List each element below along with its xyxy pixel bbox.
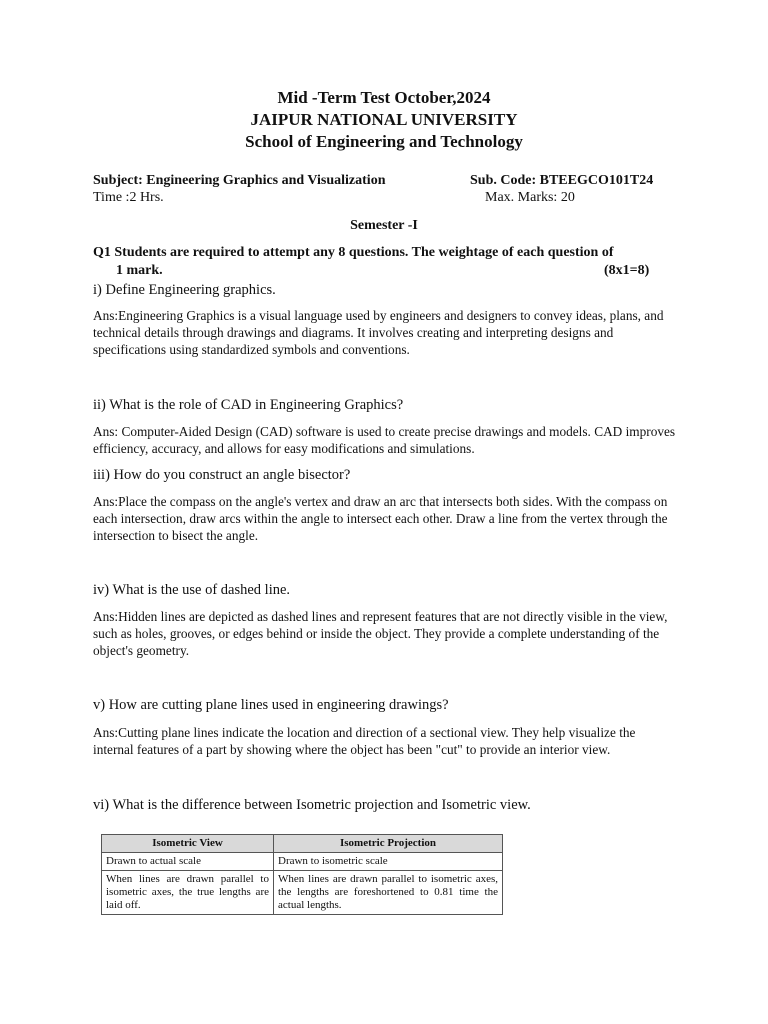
table-row — [102, 853, 503, 871]
instruction-line-1: Q1 Students are required to attempt any 8 questions. The weightage of each question of — [93, 245, 614, 260]
subject-code: Sub. Code: BTEEGCO101T24 — [470, 173, 654, 188]
table-cell: When lines are drawn parallel to isometric axes, the true lengths are laid off. — [102, 871, 274, 915]
answer-4: Ans:Hidden lines are depicted as dashed lines and represent features that are not directly visible in the view, such as holes, grooves, or edges behind or inside the object. They provide a complete understanding of the object's geometry. — [93, 609, 668, 658]
table-cell: Drawn to actual scale — [102, 853, 274, 871]
instruction-line-2: 1 mark. — [116, 263, 163, 278]
table-header-cell: Isometric Projection — [274, 835, 503, 853]
table-header-row — [102, 835, 503, 853]
question-5: v) How are cutting plane lines used in engineering drawings? — [93, 697, 449, 713]
table-cell: Drawn to isometric scale — [274, 853, 503, 871]
max-marks: Max. Marks: 20 — [485, 190, 575, 205]
question-4: iv) What is the use of dashed line. — [93, 582, 291, 598]
isometric-comparison-table — [101, 834, 503, 915]
test-title: Mid -Term Test October,2024 — [277, 88, 491, 107]
subject-label: Subject: Engineering Graphics and Visualization — [93, 173, 386, 188]
question-2: ii) What is the role of CAD in Engineering Graphics? — [93, 397, 404, 413]
answer-5: Ans:Cutting plane lines indicate the location and direction of a sectional view. They help visualize the internal features of a part by showing where the object has been "cut" to provide an interior view. — [93, 725, 636, 757]
instruction-marks: (8x1=8) — [604, 263, 650, 278]
semester-label: Semester -I — [350, 218, 418, 233]
question-1: i) Define Engineering graphics. — [93, 282, 276, 298]
table-row — [102, 871, 503, 915]
table-header-cell: Isometric View — [102, 835, 274, 853]
university-name: JAIPUR NATIONAL UNIVERSITY — [250, 110, 518, 129]
school-name: School of Engineering and Technology — [245, 132, 523, 151]
time-label: Time :2 Hrs. — [93, 190, 164, 205]
answer-1: Ans:Engineering Graphics is a visual language used by engineers and designers to convey ideas, plans, and technical details through drawings and diagrams. It involves creating and interpreting designs and specifications using standardized symbols and conventions. — [93, 308, 664, 357]
answer-3: Ans:Place the compass on the angle's vertex and draw an arc that intersects both sides. With the compass on each intersection, draw arcs within the angle to intersect each other. Draw a line from the vertex through the intersection to bisect the angle. — [93, 494, 668, 543]
question-3: iii) How do you construct an angle bisector? — [93, 467, 351, 483]
answer-2: Ans: Computer-Aided Design (CAD) software is used to create precise drawings and models. CAD improves efficiency, accuracy, and allows for easy modifications and simulations. — [93, 424, 676, 456]
table-cell: When lines are drawn parallel to isometric axes, the lengths are foreshortened to 0.81 time the actual lengths. — [274, 871, 503, 915]
question-6: vi) What is the difference between Isometric projection and Isometric view. — [93, 797, 531, 813]
